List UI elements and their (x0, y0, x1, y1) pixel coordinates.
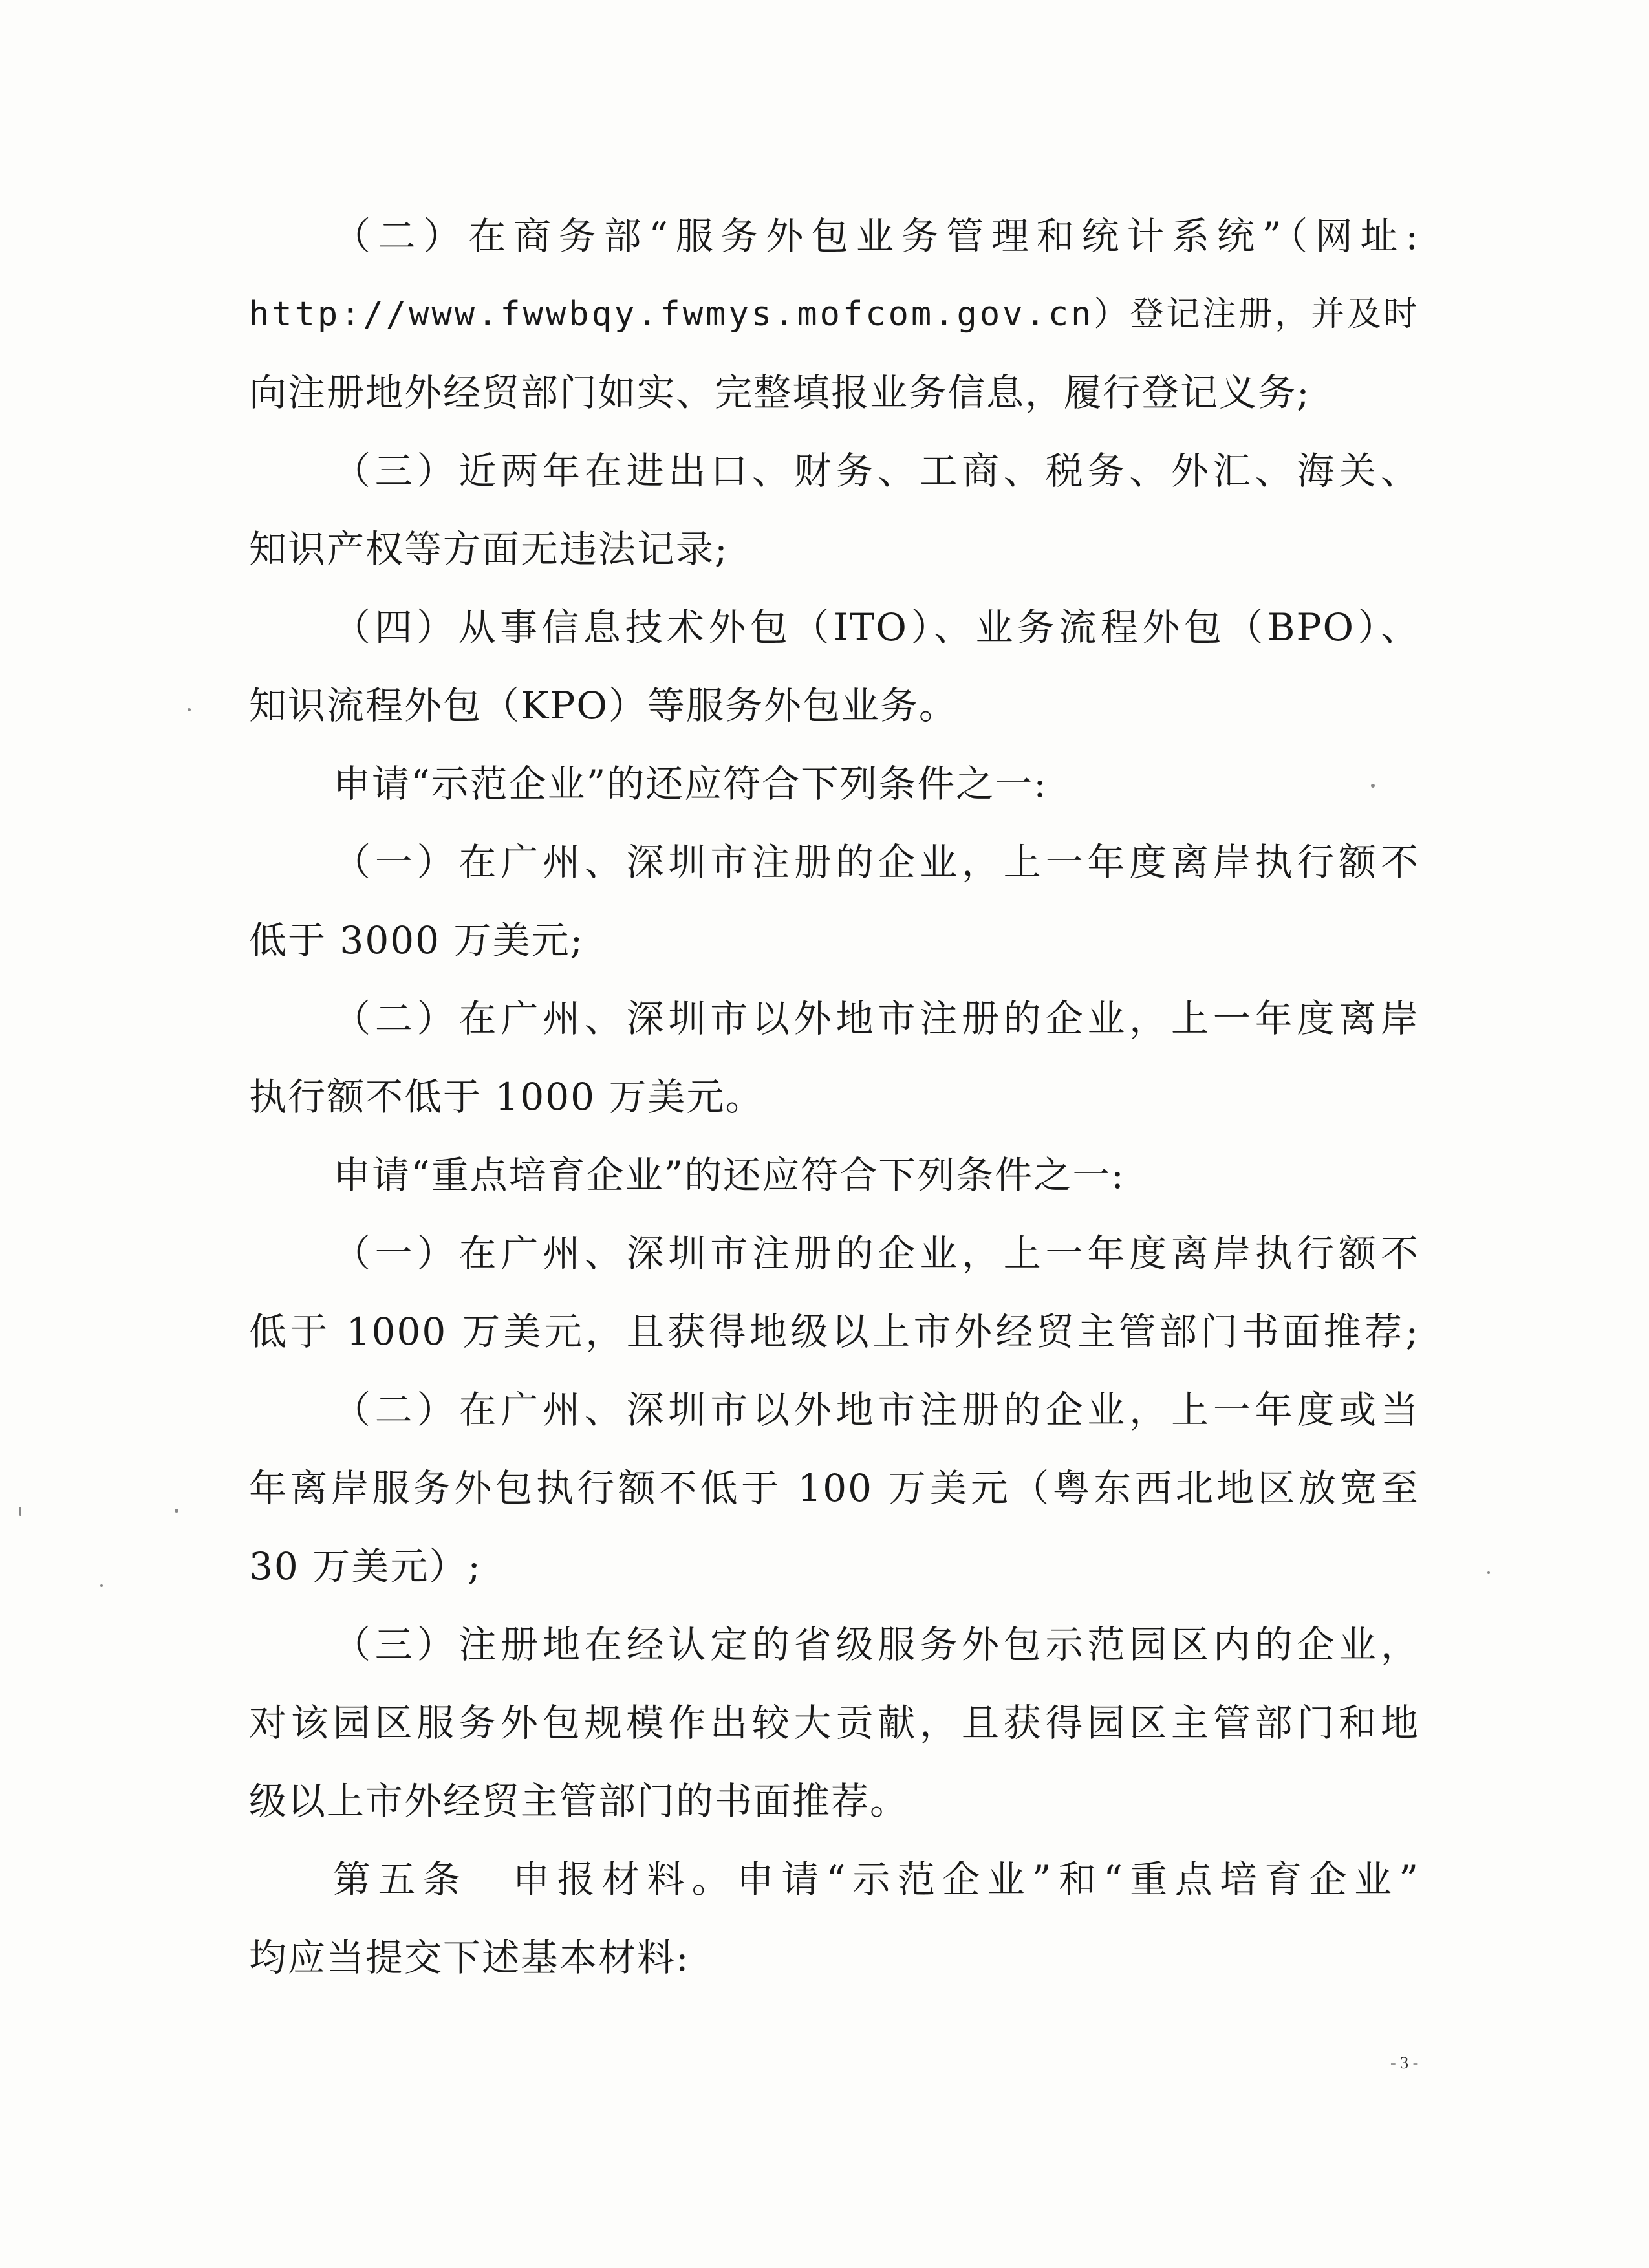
paragraph-line: 申请“重点培育企业”的还应符合下列条件之一: (333, 1153, 1125, 1197)
paragraph-line: （三）近两年在进出口、财务、工商、税务、外汇、海关、 (333, 449, 1419, 493)
page-number: - 3 - (1390, 2053, 1419, 2072)
paragraph-line: 第五条 申报材料。申请“示范企业”和“重点培育企业” (333, 1857, 1419, 1901)
document-body (249, 197, 1419, 1997)
paragraph-line: http://www.fwwbqy.fwmys.mofcom.gov.cn）登记注册，并及时 (249, 295, 1420, 334)
paragraph-line: 级以上市外经贸主管部门的书面推荐。 (249, 1779, 909, 1823)
paragraph-line: （二）在广州、深圳市以外地市注册的企业，上一年度或当 (333, 1388, 1419, 1432)
paragraph-line: （四）从事信息技术外包（ITO）、业务流程外包（BPO）、 (333, 605, 1419, 649)
paragraph-line: 低于 3000 万美元; (249, 918, 585, 962)
scan-speck (1371, 784, 1375, 788)
paragraph-line: 30 万美元）; (249, 1544, 482, 1588)
scan-speck (188, 708, 191, 711)
paragraph-line: 知识流程外包（KPO）等服务外包业务。 (249, 684, 958, 728)
paragraph-line: （三）注册地在经认定的省级服务外包示范园区内的企业， (333, 1623, 1419, 1667)
paragraph-line: 对该园区服务外包规模作出较大贡献，且获得园区主管部门和地 (249, 1701, 1419, 1745)
paragraph-line: （二）在商务部“服务外包业务管理和统计系统”（网址: (333, 214, 1419, 258)
scan-speck (175, 1509, 178, 1513)
paragraph-line: 知识产权等方面无违法记录; (249, 527, 729, 571)
paragraph-line: 低于 1000 万美元，且获得地级以上市外经贸主管部门书面推荐; (249, 1310, 1419, 1354)
paragraph-line: 均应当提交下述基本材料: (249, 1936, 690, 1980)
scan-speck (19, 1507, 21, 1516)
scan-speck (1487, 1571, 1490, 1574)
paragraph-line: （一）在广州、深圳市注册的企业，上一年度离岸执行额不 (333, 840, 1419, 884)
paragraph-line: 申请“示范企业”的还应符合下列条件之一: (333, 762, 1048, 806)
scan-speck (100, 1584, 103, 1587)
paragraph-line: 执行额不低于 1000 万美元。 (249, 1075, 764, 1119)
paragraph-line: （二）在广州、深圳市以外地市注册的企业，上一年度离岸 (333, 997, 1419, 1041)
paragraph-line: 年离岸服务外包执行额不低于 100 万美元（粤东西北地区放宽至 (249, 1466, 1419, 1510)
paragraph-line: 向注册地外经贸部门如实、完整填报业务信息，履行登记义务; (249, 371, 1311, 415)
paragraph-line: （一）在广州、深圳市注册的企业，上一年度离岸执行额不 (333, 1231, 1419, 1275)
